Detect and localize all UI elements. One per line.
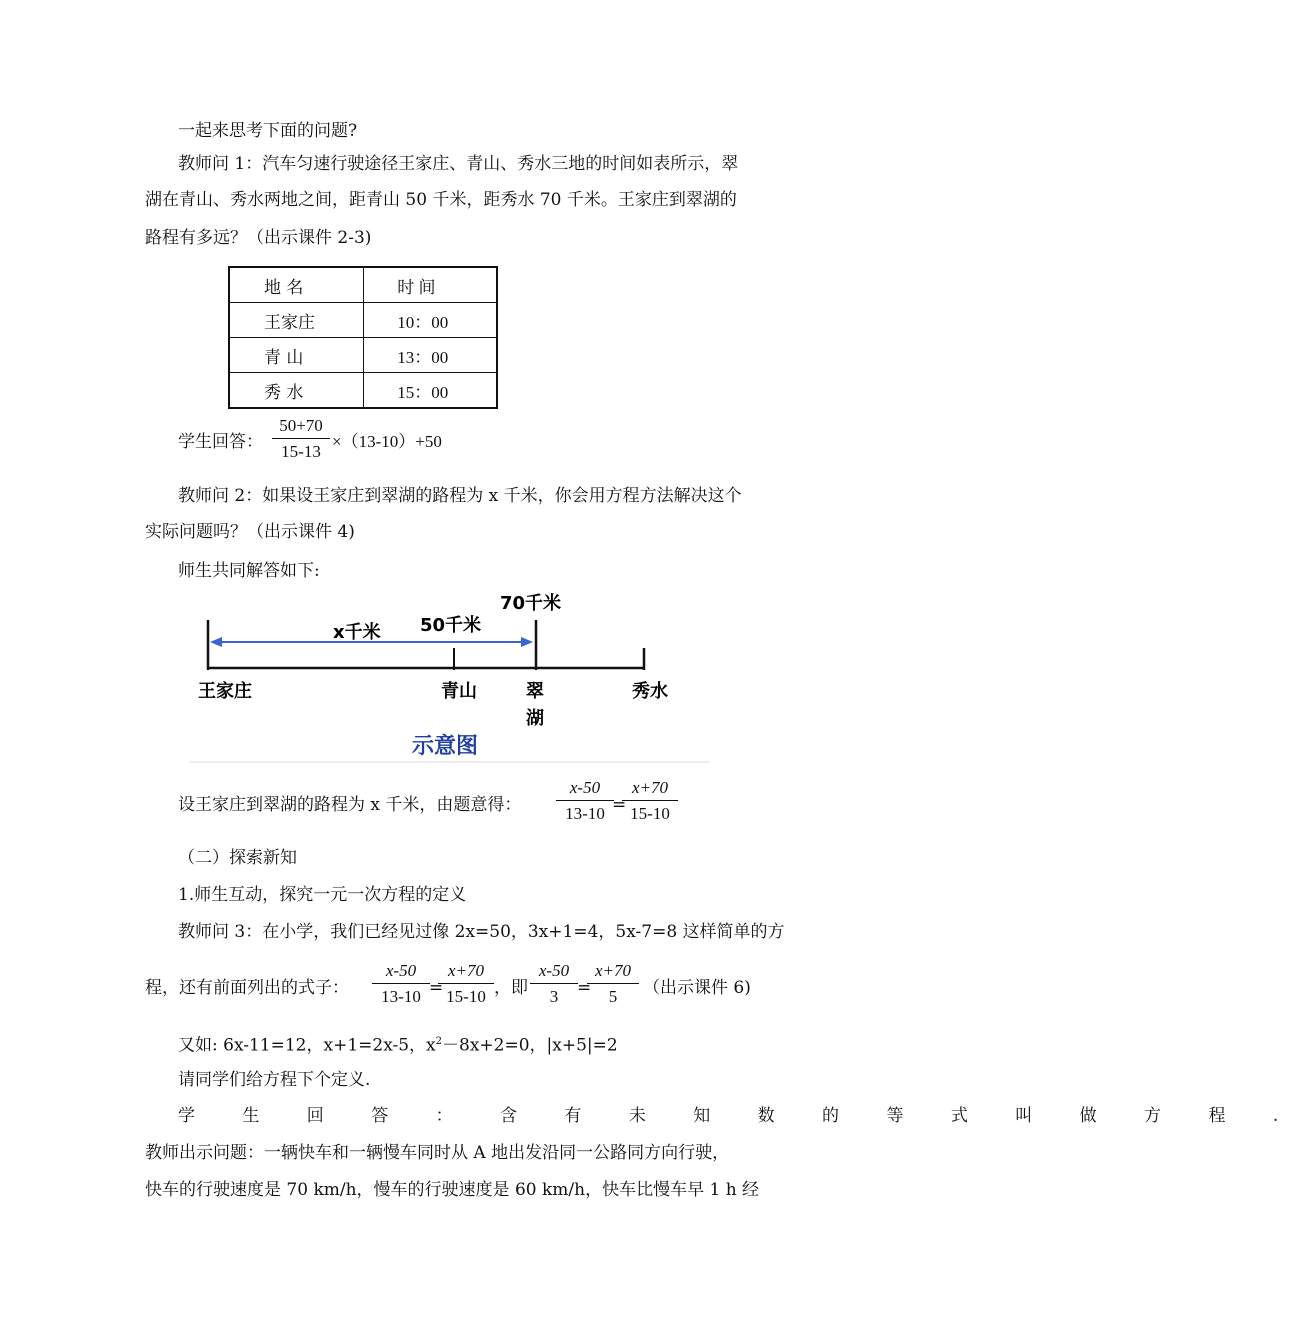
table-header-row xyxy=(229,267,497,303)
place-hu: 湖 xyxy=(526,708,544,729)
fraction-numerator: x+70 xyxy=(438,961,494,984)
define-prompt: 请同学们给方程下个定义. xyxy=(178,1070,371,1090)
table-cell-place: 王家庄 xyxy=(229,303,364,338)
table-row xyxy=(229,303,497,338)
x-km-label: x千米 xyxy=(333,622,381,643)
table-row xyxy=(229,338,497,373)
answer1-label: 学生回答： xyxy=(178,432,263,452)
fraction-denominator: 3 xyxy=(549,987,559,1006)
answer1-fraction xyxy=(272,416,330,462)
q3-fraction-3 xyxy=(530,961,578,1007)
table-cell-place: 青 山 xyxy=(229,338,364,373)
fraction-numerator: x-50 xyxy=(530,961,578,984)
q3-mid-text: ，即 xyxy=(494,978,528,998)
q1-line1: 教师问 1：汽车匀速行驶途径王家庄、青山、秀水三地的时间如表所示，翠 xyxy=(178,154,739,174)
fraction-numerator: x-50 xyxy=(556,778,614,801)
problem-line1: 教师出示问题：一辆快车和一辆慢车同时从 A 地出发沿同一公路同方向行驶， xyxy=(145,1143,730,1163)
q3-fraction-4 xyxy=(587,961,639,1007)
diagram-caption: 示意图 xyxy=(412,734,479,759)
place-wangjiazhuang: 王家庄 xyxy=(198,681,252,702)
more-equations: 又如: 6x-11=12，x+1=2x-5，$x^2-8x+2=0$，|x+5|=2 xyxy=(178,1035,618,1056)
fraction-numerator: x+70 xyxy=(587,961,639,984)
fraction-denominator: 13-10 xyxy=(381,987,421,1006)
equals-sign: = xyxy=(612,795,627,815)
km50-label: 50千米 xyxy=(420,615,482,636)
q3-tail: （出示课件 6) xyxy=(643,978,751,998)
km70-label: 70千米 xyxy=(500,593,562,614)
joint-solution-text: 师生共同解答如下: xyxy=(178,561,320,581)
fraction-numerator: x+70 xyxy=(622,778,678,801)
equation-left-fraction xyxy=(556,778,614,824)
equals-sign: = xyxy=(577,978,592,998)
equation-text: 设王家庄到翠湖的路程为 x 千米，由题意得： xyxy=(178,795,522,815)
fraction-numerator: x-50 xyxy=(372,961,430,984)
fraction-denominator: 15-13 xyxy=(281,442,321,461)
q2-line2: 实际问题吗？（出示课件 4) xyxy=(145,522,355,542)
place-qingshan: 青山 xyxy=(441,681,477,702)
table-header-time: 时 间 xyxy=(364,267,497,303)
table-header-place: 地 名 xyxy=(229,267,364,303)
q1-line3: 路程有多远？（出示课件 2-3) xyxy=(145,228,372,248)
answer2-text: 学 生 回 答 ： 含 有 未 知 数 的 等 式 叫 做 方 程 . xyxy=(178,1106,1299,1126)
place-xiushui: 秀水 xyxy=(632,681,668,702)
fraction-denominator: 15-10 xyxy=(446,987,486,1006)
fraction-numerator: 50+70 xyxy=(272,416,330,439)
problem-line2: 快车的行驶速度是 70 km/h，慢车的行驶速度是 60 km/h，快车比慢车早 1 h 经 xyxy=(145,1180,760,1200)
q2-line1: 教师问 2：如果设王家庄到翠湖的路程为 x 千米，你会用方程方法解决这个 xyxy=(178,486,742,506)
fraction-denominator: 15-10 xyxy=(630,804,670,823)
q1-line2: 湖在青山、秀水两地之间，距青山 50 千米，距秀水 70 千米。王家庄到翠湖的 xyxy=(145,190,737,210)
q3-line1: 教师问 3：在小学，我们已经见过像 2x=50，3x+1=4，5x-7=8 这样简单的方 xyxy=(178,922,785,942)
section-heading: （二）探索新知 xyxy=(178,848,297,868)
q3-fraction-2 xyxy=(438,961,494,1007)
equation-right-fraction xyxy=(622,778,678,824)
intro-text: 一起来思考下面的问题? xyxy=(178,121,358,141)
distance-diagram xyxy=(190,585,710,765)
table-cell-place: 秀 水 xyxy=(229,373,364,409)
table-cell-time: 10：00 xyxy=(364,303,497,338)
subsection-heading: 1.师生互动，探究一元一次方程的定义 xyxy=(178,885,467,905)
table-cell-time: 15：00 xyxy=(364,373,497,409)
q3-fraction-1 xyxy=(372,961,430,1007)
table-cell-time: 13：00 xyxy=(364,338,497,373)
answer1-tail: ×（13-10）+50 xyxy=(332,432,442,451)
fraction-denominator: 5 xyxy=(608,987,618,1006)
superscript: 2 xyxy=(435,1036,443,1047)
table-row xyxy=(229,373,497,409)
place-cui: 翠 xyxy=(526,681,544,702)
equals-sign: = xyxy=(429,978,444,998)
q3-line2-start: 程，还有前面列出的式子： xyxy=(145,978,349,998)
fraction-denominator: 13-10 xyxy=(565,804,605,823)
time-table xyxy=(228,266,498,409)
